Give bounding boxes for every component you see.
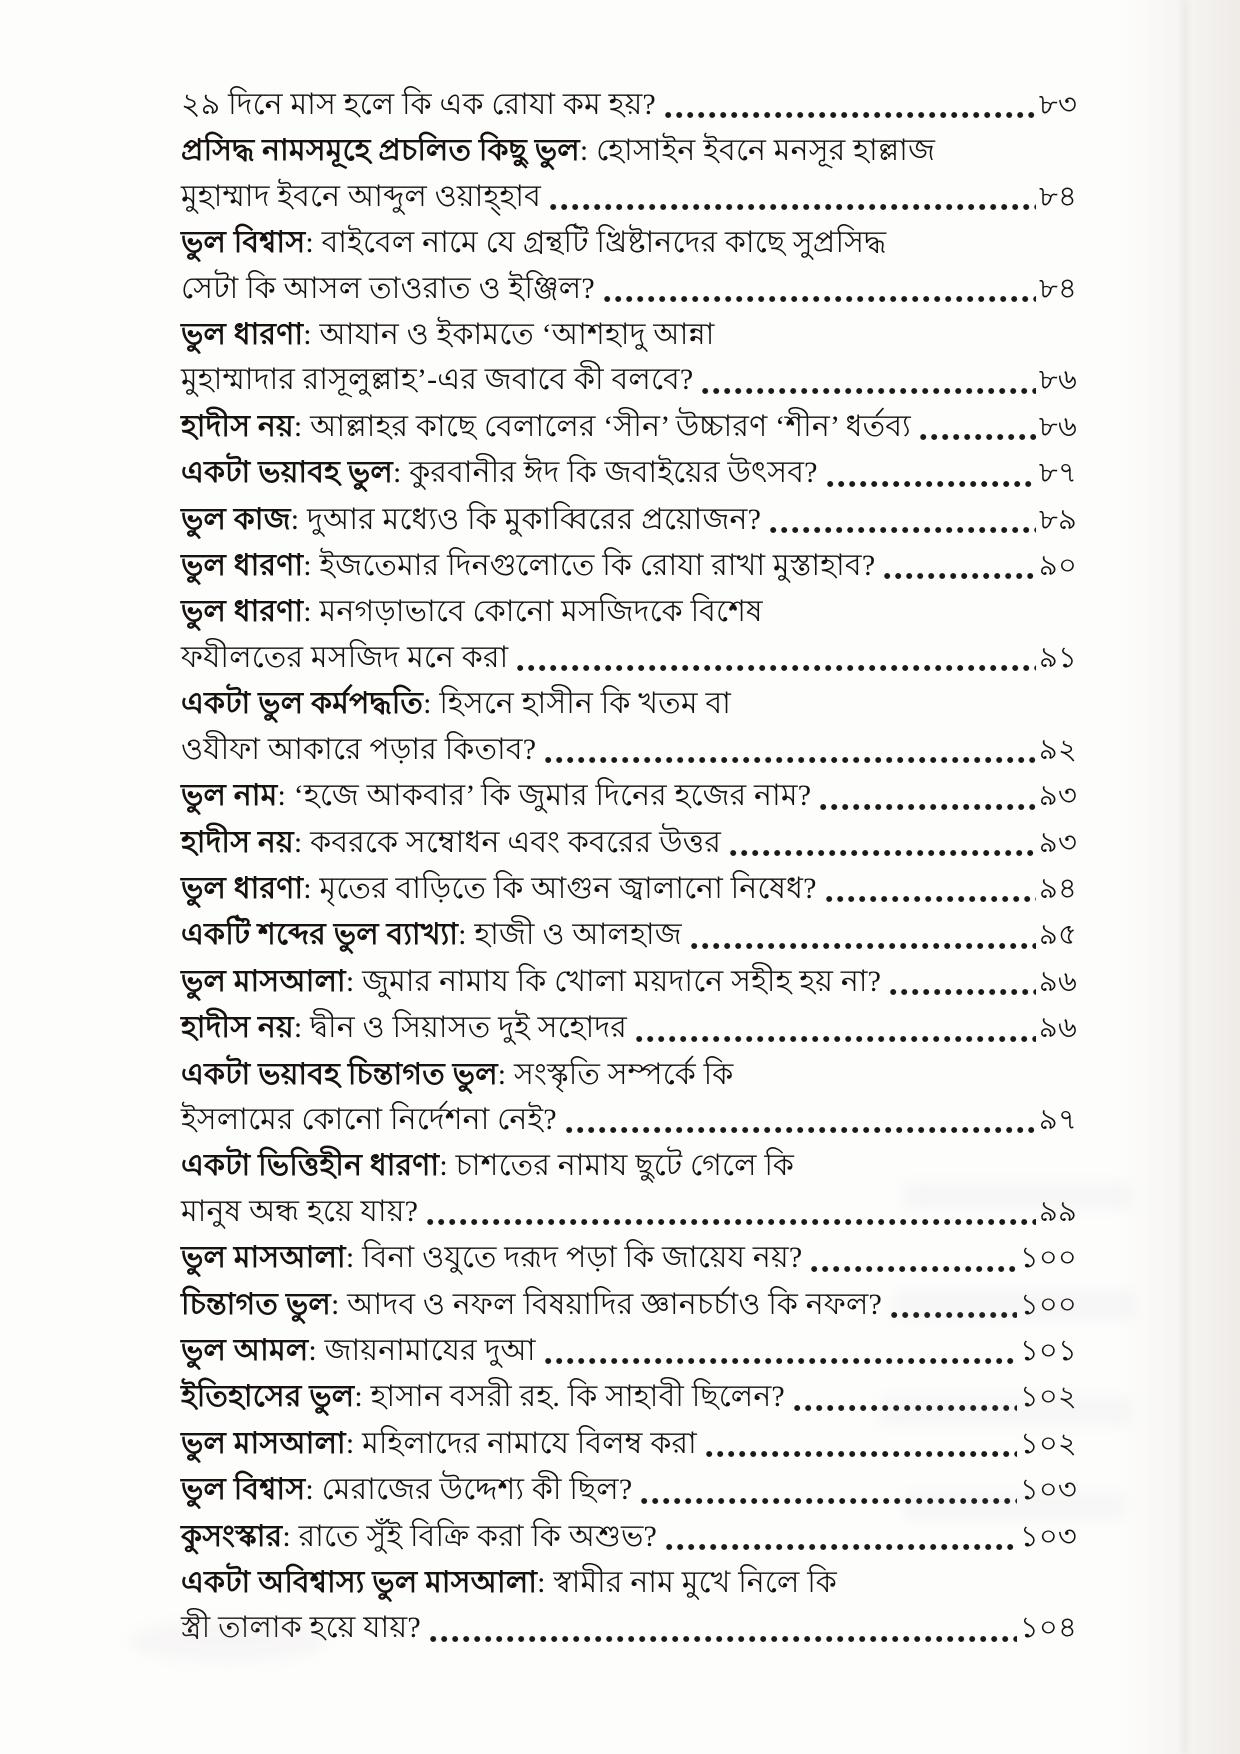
- toc-entry-label: ভুল ধারণা: [181, 595, 304, 629]
- toc-entry-page-number: ৮৩: [1038, 89, 1077, 121]
- toc-entry-page-number: ৯৫: [1038, 919, 1077, 952]
- toc-entry: [181, 635, 1077, 681]
- toc-entry-title: ২৯ দিনে মাস হলে কি এক রোযা কম হয়?: [181, 88, 656, 121]
- dotted-leader: [884, 572, 1036, 580]
- dotted-leader: [665, 111, 1036, 119]
- toc-entry: [181, 128, 1077, 173]
- toc-entry: [181, 1052, 1077, 1097]
- toc-entry: [181, 1328, 1077, 1374]
- toc-entry: [181, 450, 1077, 496]
- toc-entry: [181, 357, 1077, 403]
- toc-entry-title: : হাসান বসরী রহ. কি সাহাবী ছিলেন?: [354, 1380, 785, 1414]
- toc-entry-title: : বাইবেল নামে যে গ্রন্থটি খ্রিষ্টানদের কাছে সুপ্রসিদ্ধ: [305, 226, 887, 260]
- toc-entry-label: হাদীস নয়: [181, 409, 294, 443]
- toc-entry-title: : বিনা ওযুতে দরূদ পড়া কি জায়েয নয়?: [345, 1241, 803, 1275]
- toc-entry-page-number: ৮৭: [1038, 457, 1077, 490]
- dotted-leader: [545, 756, 1036, 764]
- scan-bleedthrough-artifact: [879, 1396, 1131, 1426]
- toc-entry: [181, 727, 1077, 773]
- toc-entry-label: একটা ভয়াবহ ভুল: [181, 456, 393, 490]
- toc-entry-label: প্রসিদ্ধ নামসমূহে প্রচলিত কিছু ভুল: [181, 134, 580, 168]
- toc-entry-title: ওযীফা আকারে পড়ার কিতাব?: [181, 732, 537, 766]
- toc-entry-title: সেটা কি আসল তাওরাত ও ইঞ্জিল?: [181, 271, 595, 305]
- toc-entry-title: মানুষ অন্ধ হয়ে যায়?: [181, 1194, 419, 1228]
- toc-entry-label: ভুল মাসআলা: [181, 964, 346, 998]
- dotted-leader: [604, 295, 1036, 303]
- toc-entry-title: : হিসনে হাসীন কি খতম বা: [423, 687, 732, 721]
- toc-entry-page-number: ৯৬: [1038, 1012, 1077, 1045]
- scan-bleedthrough-artifact: [893, 1290, 1135, 1320]
- toc-entry-title: : দ্বীন ও সিয়াসত দুই সহোদর: [293, 1011, 628, 1045]
- dotted-leader: [636, 1035, 1036, 1043]
- toc-entry-page-number: ৯১: [1038, 641, 1077, 674]
- dotted-leader: [706, 1450, 1017, 1458]
- scan-bleedthrough-artifact: [903, 1182, 1131, 1210]
- toc-entry-label: ভুল আমল: [181, 1333, 309, 1367]
- toc-entry-label: ভুল ধারণা: [181, 318, 304, 352]
- toc-entry-label: ভুল নাম: [181, 779, 278, 813]
- dotted-leader: [545, 1357, 1017, 1365]
- dotted-leader: [666, 1543, 1017, 1551]
- toc-entry-page-number: ৯৭: [1038, 1103, 1077, 1136]
- toc-entry-page-number: ৯৬: [1038, 965, 1077, 998]
- toc-entry-page-number: ৮৪: [1038, 272, 1077, 305]
- dotted-leader: [770, 526, 1036, 534]
- toc-entry-page-number: ৮৬: [1038, 364, 1077, 397]
- toc-entry-title: : জুমার নামায কি খোলা ময়দানে সহীহ হয় না?: [345, 964, 882, 998]
- toc-entry-label: ইতিহাসের ভুল: [181, 1380, 355, 1414]
- toc-entry-label: একটা ভিত্তিহীন ধারণা: [181, 1149, 440, 1183]
- toc-entry-label: চিন্তাগত ভুল: [181, 1287, 331, 1321]
- toc-entry-page-number: ৯৪: [1038, 872, 1077, 905]
- toc-entry-page-number: ১০০: [1019, 1288, 1077, 1321]
- dotted-leader: [427, 1218, 1036, 1226]
- toc-entry-label: ভুল কাজ: [181, 502, 291, 536]
- dotted-leader: [826, 895, 1036, 903]
- toc-entry-title: : জায়নামাযের দুআ: [308, 1333, 536, 1367]
- toc-entry: [181, 912, 1077, 958]
- toc-entry: [181, 820, 1077, 866]
- toc-entry-label: একটা ভয়াবহ চিন্তাগত ভুল: [181, 1057, 498, 1091]
- toc-entry-page-number: ১০২: [1019, 1427, 1077, 1460]
- toc-entry-page-number: ৮৬: [1038, 410, 1077, 443]
- toc-entry-page-number: ৮৯: [1038, 503, 1077, 536]
- toc-entry-title: ইসলামের কোনো নির্দেশনা নেই?: [181, 1102, 557, 1136]
- toc-entry: [181, 1560, 1077, 1605]
- toc-entry-title: : দুআর মধ্যেও কি মুকাব্বিরের প্রয়োজন?: [290, 502, 762, 536]
- toc-entry-title: : আযান ও ইকামতে ‘আশহাদু আন্না: [303, 318, 715, 352]
- toc-entry-page-number: ৯০: [1038, 550, 1077, 583]
- dotted-leader: [430, 1635, 1017, 1643]
- toc-entry-page-number: ৯৩: [1038, 780, 1077, 813]
- toc-entry-title: মুহাম্মাদার রাসূলুল্লাহ’-এর জবাবে কী বলবে?: [181, 363, 694, 397]
- toc-entry-page-number: ১০৩: [1019, 1520, 1077, 1553]
- toc-entry-title: : চাশতের নামায ছুটে গেলে কি: [439, 1149, 795, 1183]
- toc-entry-title: : আল্লাহর কাছে বেলালের ‘সীন’ উচ্চারণ ‘শীন’ ধর্তব্য: [293, 409, 911, 443]
- toc-entry-label: ভুল বিশ্বাস: [181, 1473, 306, 1507]
- page-edge-shadow: [1182, 0, 1188, 1754]
- dotted-leader: [820, 803, 1036, 811]
- dotted-leader: [517, 664, 1036, 672]
- toc-entry: [181, 1005, 1077, 1051]
- toc-entry-title: মুহাম্মাদ ইবনে আব্দুল ওয়াহ্হাব: [181, 179, 542, 213]
- toc-entry: [181, 543, 1077, 589]
- toc-entry-title: : মহিলাদের নামাযে বিলম্ব করা: [345, 1426, 697, 1460]
- dotted-leader: [890, 988, 1036, 996]
- toc-entry-title: : আদব ও নফল বিষয়াদির জ্ঞানচর্চাও কি নফল?: [330, 1287, 883, 1321]
- toc-entry: [181, 220, 1077, 265]
- toc-entry-label: একটি শব্দের ভুল ব্যাখ্যা: [181, 918, 459, 952]
- toc-entry: [181, 1235, 1077, 1281]
- toc-entry: [181, 497, 1077, 543]
- toc-entry-page-number: ১০১: [1019, 1334, 1077, 1367]
- toc-entry: [181, 681, 1077, 726]
- toc-entry-label: একটা অবিশ্বাস্য ভুল মাসআলা: [181, 1566, 538, 1599]
- toc-entry-title: : স্বামীর নাম মুখে নিলে কি: [537, 1566, 837, 1599]
- toc-entry-title: স্ত্রী তালাক হয়ে যায়?: [181, 1611, 421, 1645]
- toc-entry-label: ভুল মাসআলা: [181, 1241, 346, 1275]
- toc-entry: [181, 589, 1077, 634]
- toc-entry: [181, 82, 1077, 128]
- toc-entry-title: : কুরবানীর ঈদ কি জবাইয়ের উৎসব?: [392, 456, 818, 490]
- toc-entry: [181, 312, 1077, 357]
- toc-entry-page-number: ১০৩: [1019, 1474, 1077, 1507]
- toc-entry: [181, 1514, 1077, 1560]
- toc-entry-page-number: ৯৯: [1038, 1195, 1077, 1228]
- toc-entry-label: ভুল মাসআলা: [181, 1426, 346, 1460]
- dotted-leader: [827, 480, 1036, 488]
- toc-entry-label: কুসংস্কার: [181, 1519, 283, 1553]
- toc-entry-title: ফযীলতের মসজিদ মনে করা: [181, 640, 509, 674]
- toc-entry: [181, 866, 1077, 912]
- toc-entry-title: : হাজী ও আলহাজ: [458, 918, 682, 952]
- toc-entry: [181, 773, 1077, 819]
- toc-entry-page-number: ১০৪: [1019, 1612, 1077, 1645]
- toc-entry-title: : ‘হজে আকবার’ কি জুমার দিনের হজের নাম?: [277, 779, 812, 813]
- scan-smudge-artifact: [128, 1620, 328, 1662]
- toc-entry-label: ভুল ধারণা: [181, 871, 304, 905]
- dotted-leader: [730, 849, 1036, 857]
- toc-entry-title: : হোসাইন ইবনে মনসূর হাল্লাজ: [579, 134, 936, 168]
- toc-entry: [181, 959, 1077, 1005]
- scan-bleedthrough-artifact: [903, 1492, 1125, 1520]
- toc-entry: [181, 1097, 1077, 1143]
- toc-entry-title: : মনগড়াভাবে কোনো মসজিদকে বিশেষ: [303, 595, 763, 629]
- dotted-leader: [550, 203, 1036, 211]
- toc-entry-page-number: ৮৪: [1038, 180, 1077, 213]
- toc-entry-page-number: ৯২: [1038, 733, 1077, 766]
- dotted-leader: [566, 1126, 1036, 1134]
- toc-entry-label: একটা ভুল কর্মপদ্ধতি: [181, 687, 424, 721]
- toc-entry-label: ভুল ধারণা: [181, 549, 304, 583]
- toc-entry: [181, 266, 1077, 312]
- toc-entry-page-number: ১০০: [1019, 1242, 1077, 1275]
- dotted-leader: [702, 387, 1036, 395]
- toc-entry: [181, 404, 1077, 450]
- dotted-leader: [691, 942, 1036, 950]
- toc-entry-title: : কবরকে সম্বোধন এবং কবরের উত্তর: [293, 825, 722, 859]
- toc-entry: [181, 174, 1077, 220]
- toc-entry-title: : মৃতের বাড়িতে কি আগুন জ্বালানো নিষেধ?: [303, 871, 817, 905]
- toc-entry-label: ভুল বিশ্বাস: [181, 226, 306, 260]
- dotted-leader: [811, 1265, 1017, 1273]
- toc-entry-title: : রাতে সুঁই বিক্রি করা কি অশুভ?: [282, 1519, 658, 1553]
- toc-entry-title: : ইজতেমার দিনগুলোতে কি রোযা রাখা মুস্তাহাব?: [303, 549, 876, 583]
- toc-entry-title: : মেরাজের উদ্দেশ্য কী ছিল?: [305, 1473, 633, 1507]
- dotted-leader: [920, 433, 1036, 441]
- toc-entry-page-number: ১০২: [1019, 1381, 1077, 1414]
- toc-entry-label: হাদীস নয়: [181, 825, 294, 859]
- toc-entry-page-number: ৯৩: [1038, 826, 1077, 859]
- toc-entry-title: : সংস্কৃতি সম্পর্কে কি: [497, 1057, 734, 1091]
- toc-entry-label: হাদীস নয়: [181, 1011, 294, 1045]
- toc-entry: [181, 1421, 1077, 1467]
